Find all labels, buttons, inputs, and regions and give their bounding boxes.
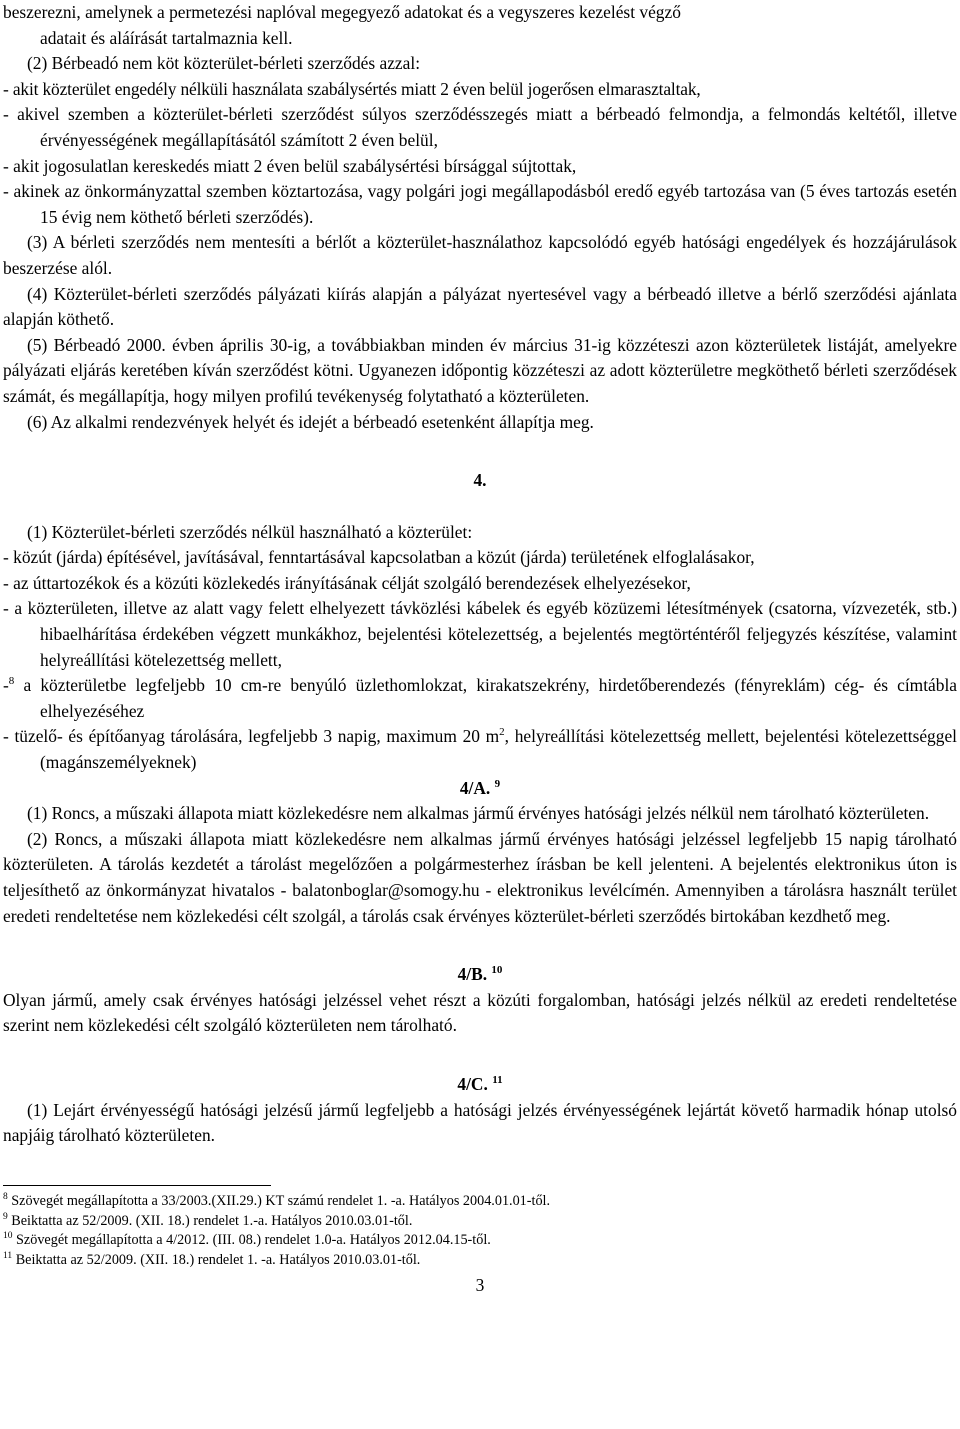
footnote: $^8$ Szövegét megállapította a 33/2003.(XII.29.) KT számú rendelet 1. -a. Hatályos 2004.01.01-től. bbox=[3, 1191, 551, 1209]
paragraph-line: beszerezni, amelynek a permetezési naplóval megegyező adatokat és a vegyszeres kezelést végző bbox=[3, 2, 681, 22]
paragraph: (4) Közterület-bérleti szerződés pályázati kiírás alapján a pályázat nyertesével vagy a bérbeadó illetve a bérlő szerződési ajánlata alapján köthető. bbox=[3, 283, 957, 330]
footnote-ref: 10 bbox=[491, 964, 503, 977]
footnote-ref: 8 bbox=[8, 675, 15, 688]
footnote: $^{11}$ Beiktatta az 52/2009. (XII. 18.) rendelet 1. -a. Hatályos 2010.03.01-től. bbox=[3, 1251, 421, 1269]
section-heading: 4/B. $^{10}$ bbox=[457, 964, 503, 985]
list-item: - akivel szemben a közterület-bérleti szerződést súlyos szerződésszegés miatt a bérbeadó felmondja, a felmondás keltétől, illetve érvényességének megállapításától számított 2 éven belül, bbox=[3, 104, 957, 150]
footnote: $^{10}$ Szövegét megállapította a 4/2012. (III. 08.) rendelet 1.0-a. Hatályos 2012.04.15-től. bbox=[3, 1231, 491, 1249]
section-heading: 4/C. $^{11}$ bbox=[457, 1073, 503, 1094]
list-item: - közút (járda) építésével, javításával, fenntartásával kapcsolatban a közút (járda) területének elfoglalásakor, bbox=[3, 547, 755, 568]
paragraph: (5) Bérbeadó 2000. évben április 30-ig, a továbbiakban minden év március 31-ig közzéteszi azon közterületek listáját, amelyekre pályázati eljárás keretében kíván szerződést kötni. Ugyanezen időpontig közzéteszi az adott közterületre megköthető bérleti szerződések számát, és megállapítja, hogy milyen profilú tevékenység folytatható a közterületen. bbox=[3, 334, 957, 406]
footnote: $^9$ Beiktatta az 52/2009. (XII. 18.) rendelet 1.-a. Hatályos 2010.03.01-től. bbox=[3, 1211, 413, 1229]
paragraph: (1) Lejárt érvényességű hatósági jelzésű jármű legfeljebb a hatósági jelzés érvényességének lejártát követő harmadik hónap utolsó napjáig tárolható közterületen. bbox=[3, 1099, 957, 1146]
list-item: - tüzelő- és építőanyag tárolására, legfeljebb 3 napig, maximum 20 $m^2$, helyreállítási kötelezettség mellett, bejelentési kötelezettséggel (magánszemélyeknek) bbox=[3, 726, 957, 773]
list-item: - akit közterület engedély nélküli használata szabálysértés miatt 2 éven belül jogerősen elmarasztaltak, bbox=[3, 78, 701, 99]
section-heading: 4/A. $^9$ bbox=[459, 777, 501, 798]
paragraph: (2) Bérbeadó nem köt közterület-bérleti szerződés azzal: bbox=[27, 53, 421, 74]
page-number: 3 bbox=[475, 1274, 485, 1295]
paragraph: (1) Közterület-bérleti szerződés nélkül használható a közterület: bbox=[27, 521, 473, 542]
list-item: - az úttartozékok és a közúti közlekedés irányításának célját szolgáló berendezések elhelyezésekor, bbox=[3, 572, 691, 593]
paragraph-line: adatait és aláírását tartalmaznia kell. bbox=[40, 27, 293, 48]
paragraph: (6) Az alkalmi rendezvények helyét és idejét a bérbeadó esetenként állapítja meg. bbox=[27, 411, 594, 432]
list-item: - a közterületen, illetve az alatt vagy felett elhelyezett távközlési kábelek és egyéb közüzemi létesítmények (csatorna, vízvezeték, stb.) hibaelhárítása érdekében végzett munkákhoz, bejelentési kötelezettség, a bejelentés megtörténtéről feljegyzés készítése, valamint helyreállítási kötelezettség mellett, bbox=[3, 598, 957, 670]
paragraph: (1) Roncs, a műszaki állapota miatt közlekedésre nem alkalmas jármű érvényes hatósági jelzés nélkül nem tárolható közterületen. bbox=[27, 803, 930, 824]
paragraph: Olyan jármű, amely csak érvényes hatósági jelzéssel vehet részt a közúti forgalomban, hatósági jelzés nélkül az eredeti rendeltetése szerint nem közlekedési célt szolgáló közterületen nem tárolható. bbox=[3, 989, 957, 1036]
list-item: - akinek az önkormányzattal szemben köztartozása, vagy polgári jogi megállapodásból eredő egyéb tartozása van (5 éves tartozás esetén 15 évig nem köthető bérleti szerződés). bbox=[3, 181, 957, 227]
footnote-ref: 11 bbox=[492, 1073, 503, 1086]
footnote-ref: 9 bbox=[494, 777, 501, 790]
paragraph: (2) Roncs, a műszaki állapota miatt közlekedésre nem alkalmas jármű érvényes hatósági jelzéssel legfeljebb 15 napig tárolható közterületen. A tárolás kezdetét a tárolást megelőzően a polgármesterhez írásban be kell jelenteni. A bejelentés elektronikus úton is teljesíthető az önkormányzat hivatalos - balatonboglar@somogy.hu - elektronikus levélcímén. Amennyiben a tárolásra használt terület eredeti rendeltetése nem közlekedési célt szolgál, a tárolás csak érvényes közterület-bérleti szerződés birtokában kezdhető meg. bbox=[3, 828, 957, 926]
list-item: - akit jogosulatlan kereskedés miatt 2 éven belül szabálysértési bírsággal sújtottak, bbox=[3, 155, 577, 176]
footnote-divider bbox=[3, 1185, 271, 1186]
footnotes bbox=[3, 1192, 957, 1271]
paragraph: (3) A bérleti szerződés nem mentesíti a bérlőt a közterület-használathoz kapcsolódó egyéb hatósági engedélyek és hozzájárulások beszerzése alól. bbox=[3, 232, 957, 278]
section-heading: 4. bbox=[473, 470, 487, 491]
list-item: -$^8$ a közterületbe legfeljebb 10 cm-re benyúló üzlethomlokzat, kirakatszekrény, hirdetőberendezés (fényreklám) cég- és címtábla elhelyezéséhez bbox=[3, 675, 957, 721]
